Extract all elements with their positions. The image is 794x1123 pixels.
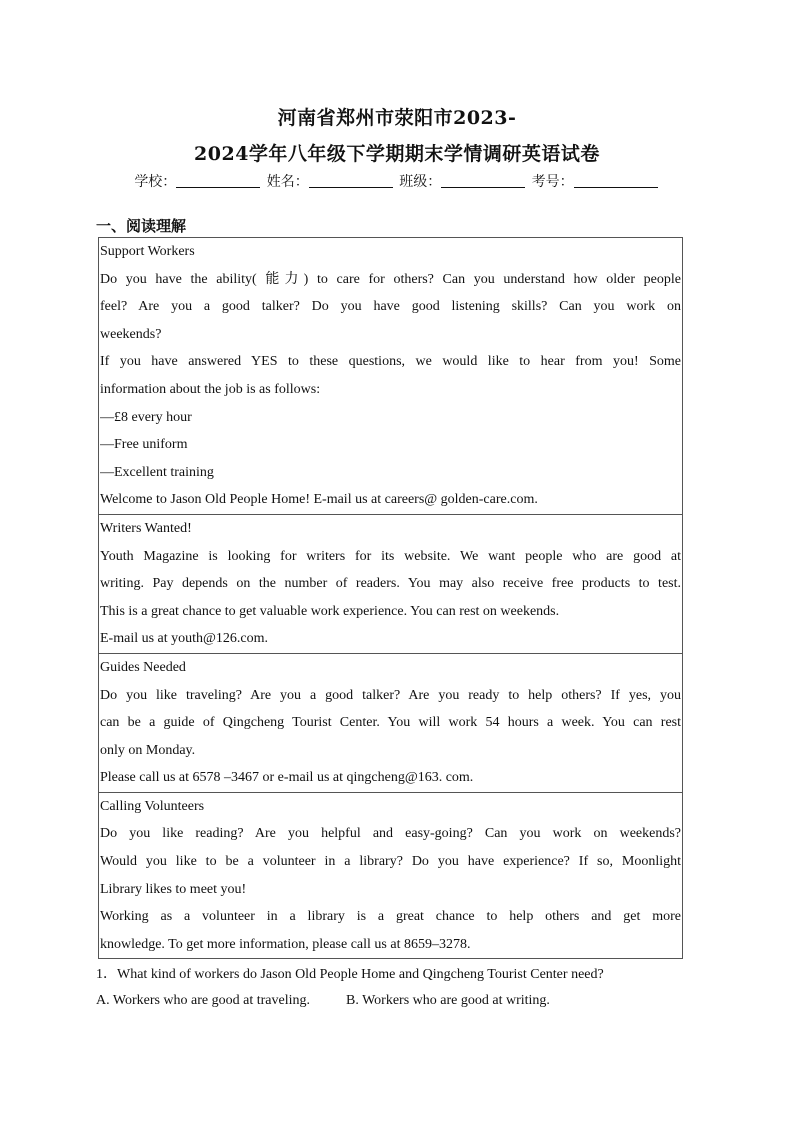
- question-1: 1．What kind of workers do Jason Old People Home and Qingcheng Tourist Center need?: [96, 967, 604, 982]
- ad-line: Welcome to Jason Old People Home! E-mail us at careers@ golden-care.com.: [100, 492, 538, 508]
- ad-line: information about the job is as follows:: [100, 381, 321, 397]
- ad-line: —Free uniform: [100, 437, 188, 453]
- ad-line: This is a great chance to get valuable work experience. You can rest on weekends.: [100, 603, 560, 619]
- ads-table: [98, 237, 683, 959]
- ad-line: knowledge. To get more information, please call us at 8659–3278.: [100, 936, 471, 952]
- ad-guides-needed: [99, 653, 682, 792]
- ad-line: Would you like to be a volunteer in a library? Do you have experience? If so, Moonlight: [100, 854, 681, 870]
- ad-line: feel? Are you a good talker? Do you have good listening skills? Can you work on: [100, 299, 681, 315]
- ad-heading: Calling Volunteers: [100, 798, 205, 814]
- ad-line: weekends?: [100, 326, 162, 342]
- section-title: 一、阅读理解: [96, 217, 187, 235]
- ad-line: only on Monday.: [100, 742, 196, 758]
- number-label: 考号：: [531, 174, 574, 190]
- class-label: 班级：: [399, 174, 442, 190]
- ad-line: Youth Magazine is looking for writers for its website. We want people who are good at: [100, 548, 681, 564]
- ad-line: —Excellent training: [100, 464, 214, 480]
- option-a[interactable]: A. Workers who are good at traveling.: [96, 993, 310, 1008]
- ad-writers-wanted: [99, 514, 682, 653]
- option-b[interactable]: B. Workers who are good at writing.: [346, 993, 550, 1008]
- ad-heading: Writers Wanted!: [100, 520, 192, 536]
- name-label: 姓名：: [266, 174, 309, 190]
- name-blank[interactable]: [309, 173, 393, 188]
- ad-line: Do you have the ability( 能力) to care for others? Can you understand how older people: [100, 271, 681, 287]
- ad-support-workers: [99, 238, 682, 514]
- ad-line: If you have answered YES to these questions, we would like to hear from you! Some: [100, 354, 681, 370]
- ad-line: E-mail us at youth@126.com.: [100, 631, 269, 647]
- ad-line: writing. Pay depends on the number of readers. You may also receive free products to test.: [100, 576, 681, 592]
- exam-title-line-2: 2024学年八年级下学期期末学情调研英语试卷: [194, 143, 600, 165]
- class-blank[interactable]: [441, 173, 525, 188]
- ad-line: Do you like reading? Are you helpful and easy-going? Can you work on weekends?: [100, 826, 681, 842]
- ad-line: Please call us at 6578 –3467 or e-mail us at qingcheng@163. com.: [100, 770, 474, 786]
- student-info-row: [0, 171, 794, 191]
- school-blank[interactable]: [176, 173, 260, 188]
- exam-title-line-1: 河南省郑州市荥阳市2023-: [277, 107, 517, 129]
- ad-line: can be a guide of Qingcheng Tourist Center. You will work 54 hours a week. You can rest: [100, 715, 681, 731]
- ad-line: Working as a volunteer in a library is a great chance to help others and get more: [100, 909, 681, 925]
- ad-heading: Guides Needed: [100, 659, 186, 675]
- ad-heading: Support Workers: [100, 244, 195, 259]
- question-1-options: [96, 993, 550, 1009]
- school-label: 学校：: [134, 174, 177, 190]
- ad-line: Library likes to meet you!: [100, 881, 247, 897]
- ad-line: Do you like traveling? Are you a good talker? Are you ready to help others? If yes, you: [100, 687, 681, 703]
- ad-line: —£8 every hour: [100, 409, 192, 425]
- ad-calling-volunteers: [99, 792, 682, 959]
- number-blank[interactable]: [574, 173, 658, 188]
